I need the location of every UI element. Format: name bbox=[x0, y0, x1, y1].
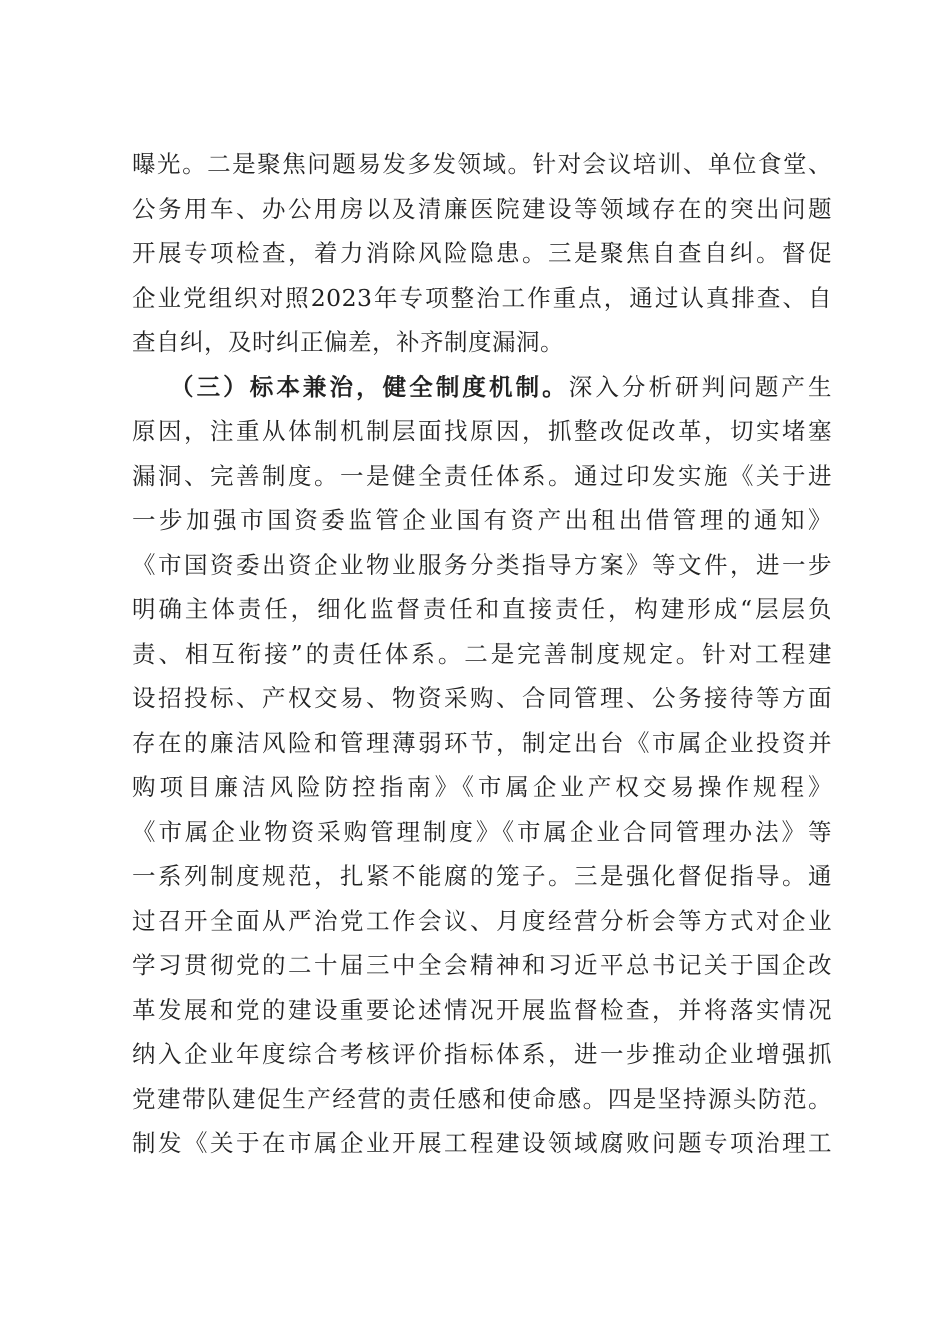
text-line: 查自纠，及时纠正偏差，补齐制度漏洞。 bbox=[132, 328, 564, 356]
text-line: 一系列制度规范，扎紧不能腐的笼子。三是强化督促指导。通 bbox=[132, 862, 832, 890]
text-line: 曝光。二是聚焦问题易发多发领域。针对会议培训、单位食堂、 bbox=[132, 150, 832, 178]
text-line: 公务用车、办公用房以及清廉医院建设等领域存在的突出问题 bbox=[132, 194, 832, 223]
text-line: 设招投标、产权交易、物资采购、合同管理、公务接待等方面 bbox=[132, 684, 832, 712]
section-heading: （三）标本兼治，健全制度机制。 bbox=[170, 372, 569, 401]
document-body bbox=[132, 142, 832, 1166]
text-line: 开展专项检查，着力消除风险隐患。三是聚焦自查自纠。督促 bbox=[132, 239, 832, 267]
text-line: 《市属企业物资采购管理制度》《市属企业合同管理办法》等 bbox=[132, 817, 832, 846]
text-line: 购项目廉洁风险防控指南》《市属企业产权交易操作规程》 bbox=[132, 773, 832, 801]
text-line: 《市国资委出资企业物业服务分类指导方案》等文件，进一步 bbox=[132, 550, 832, 579]
text-line: 明确主体责任，细化监督责任和直接责任，构建形成“层层负 bbox=[132, 595, 832, 623]
text-line: 企业党组织对照2023年专项整治工作重点，通过认真排查、自 bbox=[132, 283, 832, 312]
text-line: 漏洞、完善制度。一是健全责任体系。通过印发实施《关于进 bbox=[132, 461, 832, 490]
text-line: 制发《关于在市属企业开展工程建设领域腐败问题专项治理工 bbox=[132, 1129, 832, 1157]
text-line: 过召开全面从严治党工作会议、月度经营分析会等方式对企业 bbox=[132, 906, 832, 935]
text-line: 一步加强市国资委监管企业国有资产出租出借管理的通知》 bbox=[132, 506, 832, 534]
text-line: 原因，注重从体制机制层面找原因，抓整改促改革，切实堵塞 bbox=[132, 417, 832, 445]
text-line: 党建带队建促生产经营的责任感和使命感。四是坚持源头防范。 bbox=[132, 1084, 832, 1113]
text-line: 学习贯彻党的二十届三中全会精神和习近平总书记关于国企改 bbox=[132, 951, 832, 979]
section-heading-line bbox=[132, 365, 832, 410]
text-line: 责、相互衔接”的责任体系。二是完善制度规定。针对工程建 bbox=[132, 639, 832, 668]
text-line: 革发展和党的建设重要论述情况开展监督检查，并将落实情况 bbox=[132, 995, 832, 1024]
text-line: 存在的廉洁风险和管理薄弱环节，制定出台《市属企业投资并 bbox=[132, 728, 832, 757]
text-line: 纳入企业年度综合考核评价指标体系，进一步推动企业增强抓 bbox=[132, 1040, 832, 1068]
section-heading-continuation: 深入分析研判问题产生 bbox=[568, 372, 832, 401]
